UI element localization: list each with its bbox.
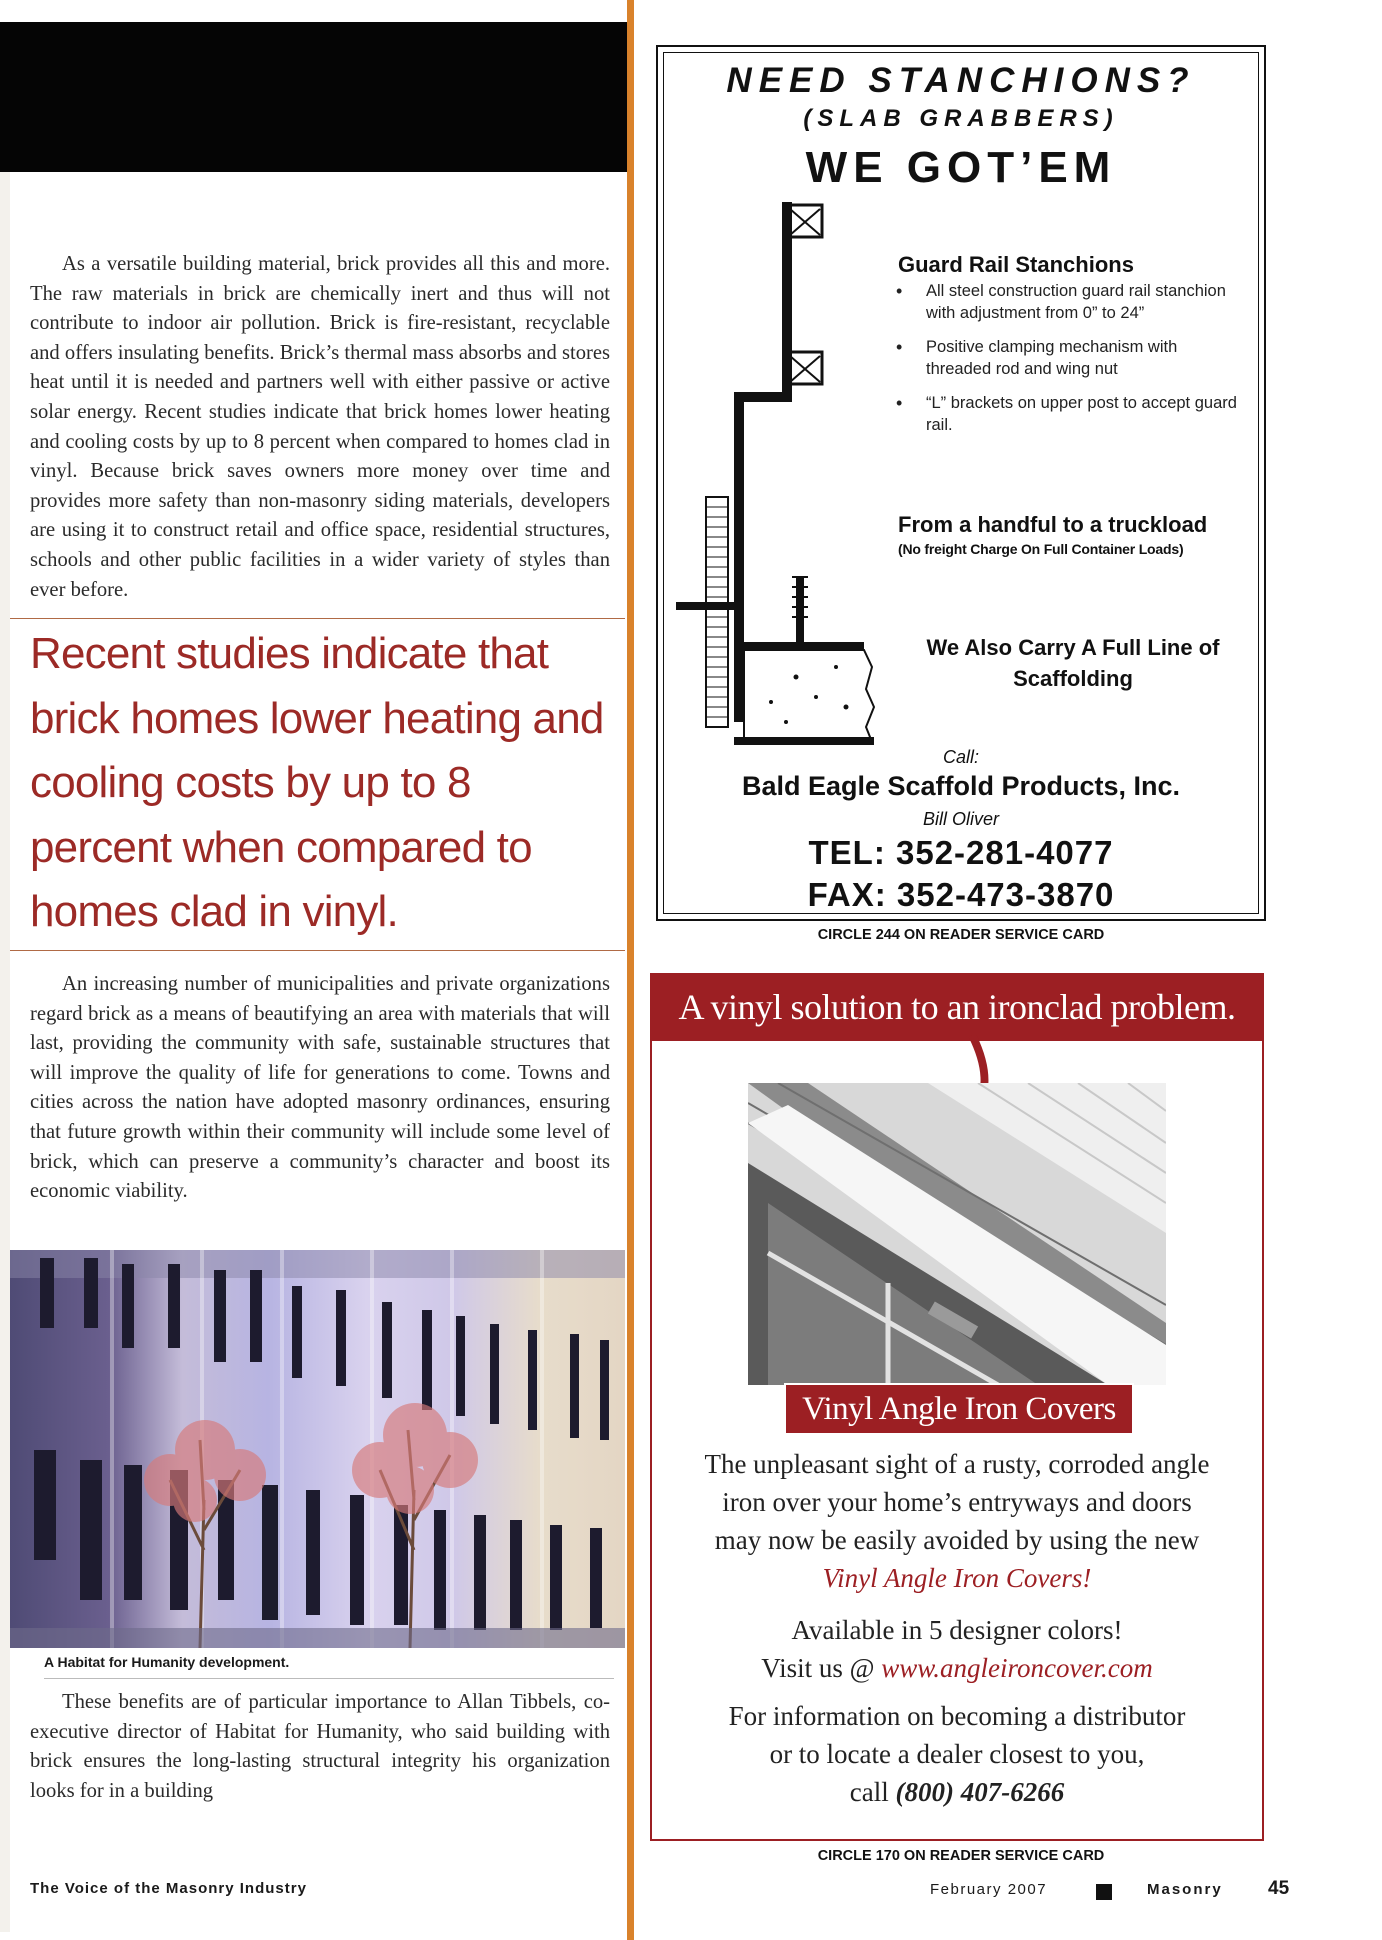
fax-number: FAX: 352-473-3870 xyxy=(807,876,1115,913)
angle-iron-illustration xyxy=(748,1083,1166,1385)
phone-number: (800) 407-6266 xyxy=(895,1777,1065,1807)
stanchions-ad xyxy=(656,45,1266,921)
body-line: iron over your home’s entryways and doors xyxy=(722,1487,1192,1517)
product-label: Vinyl Angle Iron Covers xyxy=(784,1383,1134,1435)
ad-banner: A vinyl solution to an ironclad problem. xyxy=(650,973,1264,1041)
header-black-bar xyxy=(0,22,627,172)
article-paragraph-1 xyxy=(30,250,610,605)
feature-item: • All steel construction guard rail stanchion with adjustment from 0” to 24” xyxy=(896,280,1246,324)
handful-heading: From a handful to a truckload xyxy=(898,512,1208,537)
page-edge xyxy=(0,172,10,1932)
article-text: An increasing number of municipalities and private organizations regard brick as a means of beautifying an area with materials that will last, providing the community with safe, sustainable structures that will improve the quality of life for generations to come. Towns and cities across the nation have adopted masonry ordinances, ensuring that future growth within their community will include some level of brick, which can preserve a community’s character and boost its economic viability. xyxy=(30,973,610,1203)
footer-date: February 2007 xyxy=(930,1881,1048,1898)
rowhouse-photo xyxy=(10,1250,625,1648)
ad-headline-large: WE GOT’EM xyxy=(805,143,1117,192)
product-name: Vinyl Angle Iron Covers! xyxy=(822,1563,1092,1593)
article-paragraph-2 xyxy=(30,970,610,1207)
article-text: These benefits are of particular importance to Allan Tibbels, co-executive director of Habitat for Humanity, who said building with brick ensures the long-lasting structural integrity his organization looks for in a building xyxy=(30,1691,610,1802)
colors-line: Available in 5 designer colors! xyxy=(791,1615,1123,1645)
page-number: 45 xyxy=(1268,1878,1290,1899)
stanchion-drawing xyxy=(676,197,896,757)
body-line: The unpleasant sight of a rusty, corroded angle xyxy=(704,1449,1210,1479)
distributor-line: or to locate a dealer closest to you, xyxy=(769,1739,1145,1769)
also-carry: We Also Carry A Full Line of Scaffolding xyxy=(926,635,1220,691)
ad-subheadline: (SLAB GRABBERS) xyxy=(803,105,1119,132)
vinyl-ad xyxy=(650,973,1264,1841)
call-label: Call: xyxy=(942,747,979,767)
reader-service-note: CIRCLE 244 ON READER SERVICE CARD xyxy=(817,927,1105,943)
feature-item: • Positive clamping mechanism with threaded rod and wing nut xyxy=(896,336,1246,380)
call-prefix: call xyxy=(849,1777,889,1807)
footer-square-icon xyxy=(1096,1884,1112,1900)
page-gutter xyxy=(627,0,634,1940)
rowhouse-illustration xyxy=(10,1250,625,1648)
website-link[interactable]: www.angleironcover.com xyxy=(881,1653,1153,1683)
pull-quote: Recent studies indicate that brick homes lower heating and cooling costs by up to 8 percent when compared to homes clad in vinyl. xyxy=(30,629,604,936)
ad-headline: NEED STANCHIONS? xyxy=(726,61,1196,100)
photo-caption: A Habitat for Humanity development. xyxy=(44,1654,290,1670)
article-text: As a versatile building material, brick provides all this and more. The raw materials in brick are chemically inert and thus will not contribute to indoor air pollution. Brick is fire-resistant, recyclable and offers insulating benefits. Brick’s thermal mass absorbs and stores heat until it is needed and partners well with either passive or active solar energy. Recent studies indicate that brick homes lower heating and cooling costs by up to 8 percent when compared to homes clad in vinyl. Because brick saves owners more money over time and provides more safety than non-masonry siding materials, developers are using it to construct retail and office space, residential structures, schools and other public facilities in a wider variety of styles than ever before. xyxy=(30,253,610,601)
caption-rule xyxy=(44,1678,614,1679)
reader-service-note: CIRCLE 170 ON READER SERVICE CARD xyxy=(817,1848,1105,1864)
distributor-line: For information on becoming a distributor xyxy=(728,1701,1186,1731)
article-paragraph-3 xyxy=(30,1688,610,1806)
company-name: Bald Eagle Scaffold Products, Inc. xyxy=(741,771,1181,801)
call-line xyxy=(672,1773,1242,1811)
phone-number: TEL: 352-281-4077 xyxy=(808,834,1114,871)
pull-quote-bottom-rule xyxy=(10,950,625,951)
ad-body xyxy=(672,1445,1242,1811)
angle-iron-photo xyxy=(748,1083,1166,1385)
visit-prefix: Visit us @ xyxy=(761,1653,875,1683)
contact-name: Bill Oliver xyxy=(922,809,999,829)
footer-magazine-name: Masonry xyxy=(1147,1881,1223,1898)
body-line: may now be easily avoided by using the new xyxy=(714,1525,1200,1555)
feature-item: • “L” brackets on upper post to accept guard rail. xyxy=(896,392,1246,436)
feature-title: Guard Rail Stanchions xyxy=(898,252,1134,277)
footer-tagline: The Voice of the Masonry Industry xyxy=(30,1880,307,1897)
freight-note: (No freight Charge On Full Container Loads) xyxy=(898,541,1184,557)
visit-line xyxy=(672,1649,1242,1687)
feature-list xyxy=(896,280,1246,448)
pull-quote-top-rule xyxy=(10,618,625,619)
